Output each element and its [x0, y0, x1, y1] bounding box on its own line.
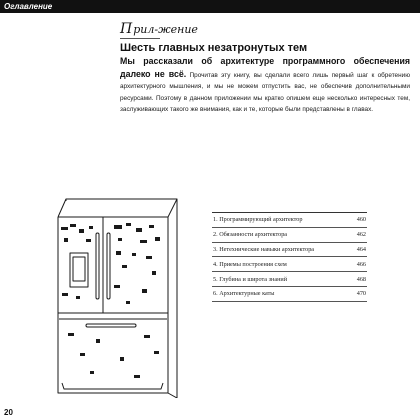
toc-row [212, 243, 367, 258]
toc-title: 1. Программирующий архитектор [213, 216, 303, 224]
toc-title: 6. Архитектурные каты [213, 290, 275, 298]
toc-page: 468 [356, 275, 366, 283]
appendix-label: рил-жение [133, 23, 198, 36]
appendix-initial: П [120, 21, 133, 37]
running-header-label: Оглавление [4, 2, 53, 11]
toc-row [212, 228, 367, 243]
intro-paragraph [120, 56, 410, 116]
toc-title: 3. Нетехнические навыки архитектора [213, 245, 315, 253]
toc-row [212, 257, 367, 272]
section-title: Шесть главных незатронутых тем [120, 42, 308, 54]
toc-page: 464 [356, 245, 366, 253]
page-number: 20 [4, 408, 13, 417]
toc-title: 2. Обязанности архитектора [213, 231, 288, 239]
toc-row [212, 272, 367, 287]
toc-row [212, 213, 367, 228]
appendix-heading [120, 20, 198, 38]
intro-lead: Мы рассказали об архитектуре программного обеспечения далеко не всё. [120, 56, 410, 79]
appendix-underline [120, 38, 160, 39]
toc-row [212, 287, 367, 302]
toc-page: 462 [356, 231, 366, 239]
refrigerator-illustration [56, 193, 178, 398]
toc-title: 5. Глубина и широта знаний [213, 275, 288, 283]
appendix-contents [212, 212, 367, 302]
running-header-bar [0, 0, 420, 13]
toc-page: 460 [356, 216, 366, 224]
toc-title: 4. Приемы построения схем [213, 260, 287, 268]
toc-page: 466 [356, 260, 366, 268]
intro-body: Прочитав эту книгу, вы сделали всего лишь первый шаг к обретению архитектурного мышления, и мы не можем отпустить вас, не обеспечив дополнительными ресурсами. Поэтому в данном приложении мы кратко опишем еще несколько интересных тем, заслуживающих такого же внимания, как и те, которые были представлены в главах. [120, 71, 411, 114]
toc-page: 470 [356, 290, 366, 298]
